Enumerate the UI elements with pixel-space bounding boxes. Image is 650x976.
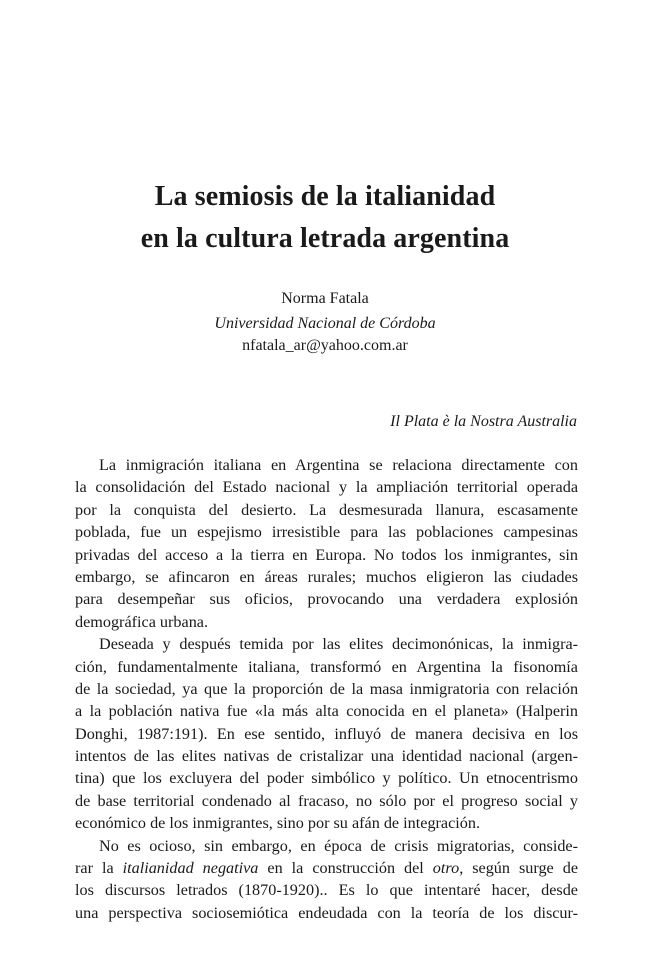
text-line: demográfica urbana. [75,612,209,631]
text-line: intentos de las elites nativas de cristalizar una identidad nacional (argen- [75,747,578,766]
text-line: La inmigración italiana en Argentina se relaciona directamente con [99,456,578,474]
text-line: a la población nativa fue «la más alta conocida en el planeta» (Halperin [75,702,579,721]
text-line: de la sociedad, ya que la proporción de la masa inmigratoria con relación [75,679,579,698]
paragraph [75,454,578,633]
italic-term: italianidad negativa [122,859,259,878]
author-affiliation: Universidad Nacional de Córdoba [214,315,436,332]
text-run: , según surge de [459,859,579,878]
text-line: económico de los inmigrantes, sino por su afán de integración. [75,814,481,833]
article-title-line-1: La semiosis de la italianidad [154,181,496,212]
text-line: embargo, se afincaron en áreas rurales; muchos eligieron las ciudades [75,567,578,586]
author-name: Norma Fatala [281,290,369,307]
text-line: tina) que los excluyera del poder simbólico y político. Un etnocentrismo [75,769,578,788]
text-line: poblada, fue un espejismo irresistible para las poblaciones campesinas [75,523,578,542]
text-run: rar la [75,859,123,878]
author-email: nfatala_ar@yahoo.com.ar [242,337,408,354]
text-line: privadas del acceso a la tierra en Europa. No todos los inmigrantes, sin [75,545,579,564]
text-line: ción, fundamentalmente italiana, transformó en Argentina la fisonomía [75,657,578,676]
text-run: en la construcción del [258,859,433,878]
text-line: por la conquista del desierto. La desmesurada llanura, escasamente [75,500,578,519]
text-line: Deseada y después temida por las elites decimonónicas, la inmigra- [99,635,579,654]
epigraph: Il Plata è la Nostra Australia [390,413,577,430]
text-line: los discursos letrados (1870-1920).. Es lo que intentaré hacer, desde [75,881,578,900]
text-line: para desempeñar sus oficios, provocando una verdadera explosión [75,590,579,609]
article-body [75,454,578,924]
text-line: Donghi, 1987:191). En ese sentido, influyó de manera decisiva en los [75,724,579,743]
text-line-mixed [75,857,578,879]
text-line: la consolidación del Estado nacional y la ampliación territorial operada [75,478,579,497]
text-line: No es ocioso, sin embargo, en época de crisis migratorias, conside- [99,836,578,855]
text-line: una perspectiva sociosemiótica endeudada con la teoría de los discur- [75,903,578,922]
italic-term: otro [432,859,460,878]
text-line: de base territorial condenado al fracaso, no sólo por el progreso social y [75,791,579,810]
paragraph [75,835,578,925]
paragraph [75,633,578,835]
article-title-line-2: en la cultura letrada argentina [140,223,510,254]
